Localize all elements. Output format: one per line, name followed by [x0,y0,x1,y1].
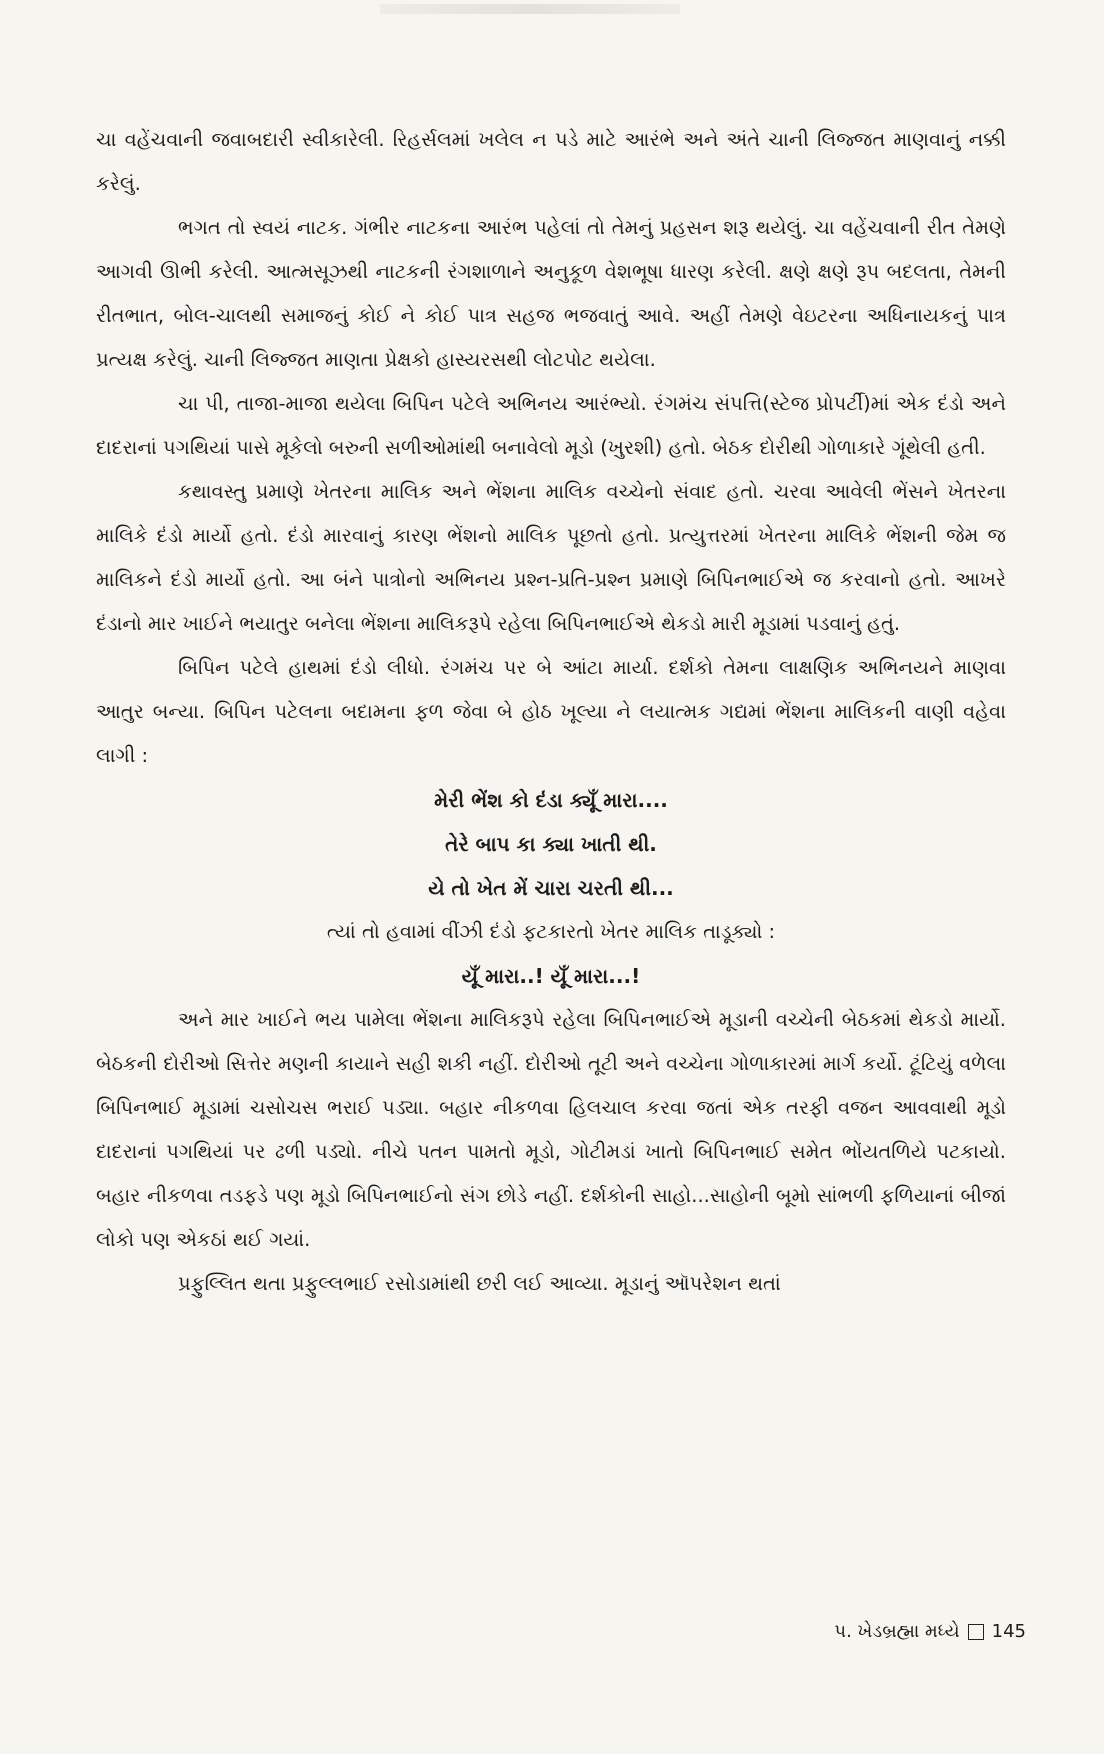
verse-block [96,778,1006,910]
paragraph: અને માર ખાઈને ભય પામેલા ભેંશના માલિકરૂપે રહેલા બિપિનભાઈએ મૂડાની વચ્ચેની બેઠકમાં થેકડો માર્યો. બેઠકની દોરીઓ સિત્તેર મણની કાયાને સહી શકી નહીં. દોરીઓ તૂટી અને વચ્ચેના ગોળાકારમાં માર્ગ કર્યો. ટૂંટિયું વળેલા બિપિનભાઈ મૂડામાં ચસોચસ ભરાઈ પડ્યા. બહાર નીકળવા હિલચાલ કરવા જતાં એક તરફી વજન આવવાથી મૂડો દાદરાનાં પગથિયાં પર ઢળી પડ્યો. નીચે પતન પામતો મૂડો, ગોટીમડાં ખાતો બિપિનભાઈ સમેત ભોંયતળિયે પટકાયો. બહાર નીકળવા તડફડે પણ મૂડો બિપિનભાઈનો સંગ છોડે નહીં. દર્શકોની સાહો...સાહોની બૂમો સાંભળી ફળિયાનાં બીજાં લોકો પણ એકઠાં થઈ ગયાં. [96,1008,1006,1251]
paragraph: ચા પી, તાજા-માજા થયેલા બિપિન પટેલે અભિનય આરંભ્યો. રંગમંચ સંપત્તિ(સ્ટેજ પ્રોપર્ટી)માં એક દંડો અને દાદરાનાં પગથિયાં પાસે મૂકેલો બરુની સળીઓમાંથી બનાવેલો મૂડો (ખુરશી) હતો. બેઠક દોરીથી ગોળાકારે ગૂંથેલી હતી. [96,392,1006,459]
paragraph: કથાવસ્તુ પ્રમાણે ખેતરના માલિક અને ભેંશના માલિક વચ્ચેનો સંવાદ હતો. ચરવા આવેલી ભેંસને ખેતરના માલિકે દંડો માર્યો હતો. દંડો મારવાનું કારણ ભેંશનો માલિક પૂછતો હતો. પ્રત્યુત્તરમાં ખેતરના માલિકે ભેંશની જેમ જ માલિકને દંડો માર્યો હતો. આ બંને પાત્રોનો અભિનય પ્રશ્ન-પ્રતિ-પ્રશ્ન પ્રમાણે બિપિનભાઈએ જ કરવાનો હતો. આખરે દંડાનો માર ખાઈને ભયાતુર બનેલા ભેંશના માલિકરૂપે રહેલા બિપિનભાઈએ થેકડો મારી મૂડામાં પડવાનું હતું. [96,480,1006,635]
verse-line: મેરી ભેંશ કો દંડા ક્યૂઁ મારા.... [434,788,668,812]
paragraph: બિપિન પટેલે હાથમાં દંડો લીધો. રંગમંચ પર બે આંટા માર્યા. દર્શકો તેમના લાક્ષણિક અભિનયને માણવા આતુર બન્યા. બિપિન પટેલના બદામના ફળ જેવા બે હોઠ ખૂલ્યા ને લયાત્મક ગદ્યમાં ભેંશના માલિકની વાણી વહેવા લાગી : [96,656,1006,767]
verse-line: તેરે બાપ કા ક્યા ખાતી થી. [445,832,657,856]
paragraph: પ્રફુલ્લિત થતા પ્રફુલ્લભાઈ રસોડામાંથી છરી લઈ આવ્યા. મૂડાનું ઑપરેશન થતાં [178,1272,781,1295]
verse-line: યે તો ખેત મેં ચારા ચરતી થી... [428,876,674,900]
scan-artifact [380,4,680,14]
paragraph: ચા વહેંચવાની જવાબદારી સ્વીકારેલી. રિહર્સલમાં ખલેલ ન પડે માટે આરંભે અને અંતે ચાની લિજ્જત માણવાનું નક્કી કરેલું. [96,128,1006,195]
page-footer [834,1621,1026,1642]
verse-line: યૂઁ મારા..! યૂઁ મારા...! [461,964,641,988]
page-number: 145 [991,1621,1026,1642]
box-icon [968,1624,984,1640]
paragraph: ભગત તો સ્વયં નાટક. ગંભીર નાટકના આરંભ પહેલાં તો તેમનું પ્રહસન શરૂ થયેલું. ચા વહેંચવાની રીત તેમણે આગવી ઊભી કરેલી. આત્મસૂઝથી નાટકની રંગશાળાને અનુકૂળ વેશભૂષા ધારણ કરેલી. ક્ષણે ક્ષણે રૂપ બદલતા, તેમની રીતભાત, બોલ-ચાલથી સમાજનું કોઈ ને કોઈ પાત્ર સહજ ભજવાતું આવે. અહીં તેમણે વેઇટરના અધિનાયકનું પાત્ર પ્રત્યક્ષ કરેલું. ચાની લિજ્જત માણતા પ્રેક્ષકો હાસ્યરસથી લોટપોટ થયેલા. [96,216,1006,371]
chapter-title: પ. ખેડબ્રહ્મા મધ્યે [834,1621,960,1642]
body-text [96,118,1006,1306]
narration-line: ત્યાં તો હવામાં વીંઝી દંડો ફટકારતો ખેતર માલિક તાડૂક્યો : [326,920,776,943]
